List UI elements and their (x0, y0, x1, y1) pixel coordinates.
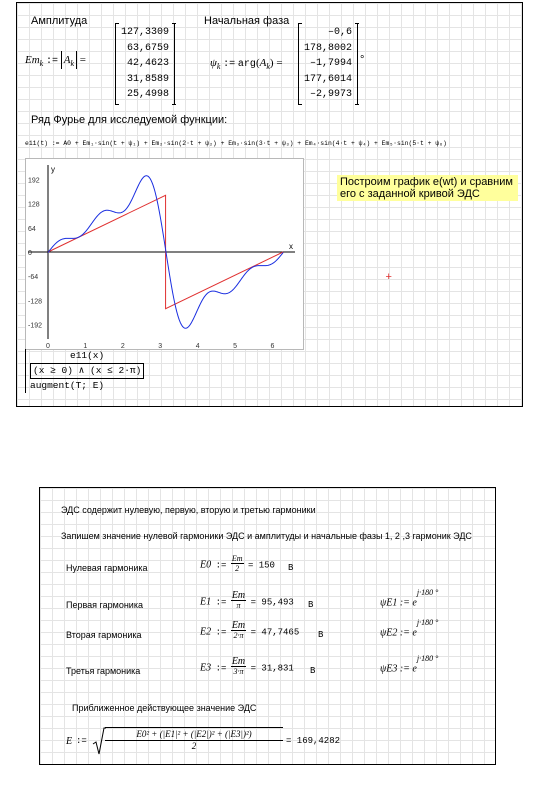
eq-num: Em (231, 590, 246, 601)
row-eq-second[interactable] (200, 621, 299, 640)
eq-den: 3·π (233, 667, 244, 676)
phase-value: –1,7994 (310, 58, 353, 69)
x-tick-label: 4 (195, 343, 200, 349)
phase-lhs: ψE2 := e (380, 627, 417, 639)
phase-vector (298, 24, 358, 104)
y-axis-label: y (51, 165, 55, 174)
phase-exp: j·180 ° (416, 588, 439, 597)
fourier-formula[interactable]: e11(t) := A0 + Em₁·sin(t + ψ₁) + Em₂·sin(2·t + ψ₂) + Em₃·sin(3·t + ψ₃) + Em₄·sin(4·t + ψ₄) + Em₅·sin(5·t + ψ₆) (25, 140, 447, 147)
eq-value: = 47,7465 (250, 627, 300, 638)
eq-den: π (236, 601, 241, 610)
intro-line-1: ЭДС содержит нулевую, первую, вторую и третью гармоники (61, 505, 316, 515)
fourier-heading: Ряд Фурье для исследуемой функции: (31, 114, 228, 126)
eq-num: Em (231, 554, 243, 563)
eq-value: = 150 (247, 560, 275, 571)
amplitude-vector (115, 24, 175, 104)
rms-value: = 169,4282 (286, 736, 341, 746)
rms-assign: := (76, 736, 87, 746)
row-eq-first[interactable] (200, 591, 294, 610)
x-axis-label: x (289, 242, 293, 251)
phase-exp: j·180 ° (416, 618, 439, 627)
row-eq-zero[interactable] (200, 554, 275, 573)
trace-1-label: e11(x) (70, 350, 105, 361)
y-tick-label: -128 (28, 298, 43, 306)
rms-numerator: E0² + (|E1|² + (|E2|)² + (|E3|)²) (105, 728, 283, 741)
rms-denominator: 2 (191, 741, 197, 751)
x-tick-label: 6 (270, 343, 275, 349)
x-tick-label: 3 (158, 343, 163, 349)
eq-value: = 95,493 (250, 597, 294, 608)
amp-value: 31,8589 (127, 73, 170, 85)
x-tick-label: 1 (83, 343, 88, 349)
unit-third: B (310, 666, 316, 676)
amp-assign: := (45, 56, 58, 67)
worksheet-region-fourier (16, 2, 523, 407)
row-eq-third[interactable] (200, 657, 294, 676)
amp-lhs-sub: k (39, 59, 44, 69)
phase-eq-third[interactable] (380, 654, 439, 676)
y-tick-label: -64 (28, 274, 39, 282)
y-tick-label: 0 (28, 250, 32, 257)
eq-lhs: E0 (200, 559, 212, 571)
phase-eq-second[interactable] (380, 618, 439, 640)
amp-value: 42,4623 (127, 58, 170, 69)
amp-lhs-var: Em (25, 54, 40, 66)
plot-area[interactable] (25, 158, 304, 350)
phase-assign: := (223, 59, 236, 70)
x-tick-label: 2 (120, 343, 125, 349)
rms-lhs: E (66, 736, 73, 747)
note-comment (337, 175, 518, 201)
x-tick-label: 5 (233, 343, 238, 349)
trace-1-range: (x ≥ 0) ∧ (x ≤ 2·π) (30, 363, 144, 379)
unit-first: B (308, 600, 314, 610)
eq-lhs: E1 (200, 596, 212, 608)
rms-heading: Приближенное действующее значение ЭДС (72, 703, 257, 713)
phase-eq-first[interactable] (380, 588, 439, 610)
eq-assign: := (215, 597, 227, 608)
eq-assign: := (215, 663, 227, 674)
trace-legend[interactable] (25, 349, 140, 393)
phase-expression[interactable]: $\psi_k$ := $arg(A_k)$ = (210, 57, 283, 72)
phase-lhs: ψE3 := e (380, 663, 417, 675)
phase-value: 178,8002 (304, 42, 353, 54)
sqrt-sign-icon (92, 726, 106, 756)
eq-assign: := (215, 560, 227, 571)
eq-num: Em (231, 656, 246, 667)
y-tick-label: 192 (28, 177, 40, 185)
row-label-third: Третья гармоника (66, 666, 141, 676)
amp-value: 127,3309 (121, 27, 170, 38)
y-tick-label: 64 (28, 225, 36, 233)
fourier-chart (26, 159, 303, 349)
amplitude-heading: Амплитуда (31, 15, 88, 27)
phase-lhs-sub: k (216, 62, 221, 72)
y-tick-label: -192 (28, 322, 43, 330)
amplitude-expression[interactable]: $Em_k$ := $A_k$ = (25, 54, 86, 68)
phase-arg-var: A (259, 57, 267, 69)
worksheet-region-harmonics (39, 487, 496, 765)
eq-den: 2 (235, 564, 240, 573)
note-line-1: Построим график e(wt) и сравним (340, 176, 513, 188)
phase-lhs-var: ψ (210, 57, 217, 69)
phase-value: 177,6014 (304, 73, 353, 85)
row-label-first: Первая гармоника (66, 600, 143, 610)
eq-lhs: E2 (200, 626, 212, 638)
unit-zero: B (288, 563, 294, 573)
crosshair-marker-icon: + (385, 271, 392, 284)
phase-heading: Начальная фаза (204, 15, 290, 27)
row-label-zero: Нулевая гармоника (66, 563, 148, 573)
x-tick-label: 0 (46, 343, 50, 349)
eq-den: 2·π (233, 631, 244, 640)
phase-fn: arg (237, 59, 256, 70)
eq-lhs: E3 (200, 662, 212, 674)
intro-line-2: Запишем значение нулевой гармоники ЭДС и амплитуды и начальные фазы 1, 2 ,3 гармоник ЭДС (61, 531, 472, 541)
amp-abs-var: A (63, 54, 71, 66)
eq-assign: := (215, 627, 227, 638)
note-line-2: его с заданной кривой ЭДС (340, 188, 480, 200)
eq-value: = 31,831 (250, 663, 294, 674)
amp-abs-sub: k (70, 59, 75, 69)
phase-lhs: ψE1 := e (380, 597, 417, 609)
row-label-second: Вторая гармоника (66, 630, 142, 640)
phase-unit: ° (360, 54, 365, 66)
trace-2-label: augment(T; E) (30, 380, 105, 391)
phase-value: –2,9973 (310, 89, 353, 100)
phase-exp: j·180 ° (416, 654, 439, 663)
phase-arg-sub: k (266, 62, 270, 72)
y-tick-label: 128 (28, 201, 40, 209)
phase-value: –0,6 (328, 27, 353, 38)
amp-value: 25,4998 (127, 89, 170, 100)
eq-num: Em (231, 620, 246, 631)
unit-second: B (318, 630, 324, 640)
amp-value: 63,6759 (127, 42, 170, 54)
